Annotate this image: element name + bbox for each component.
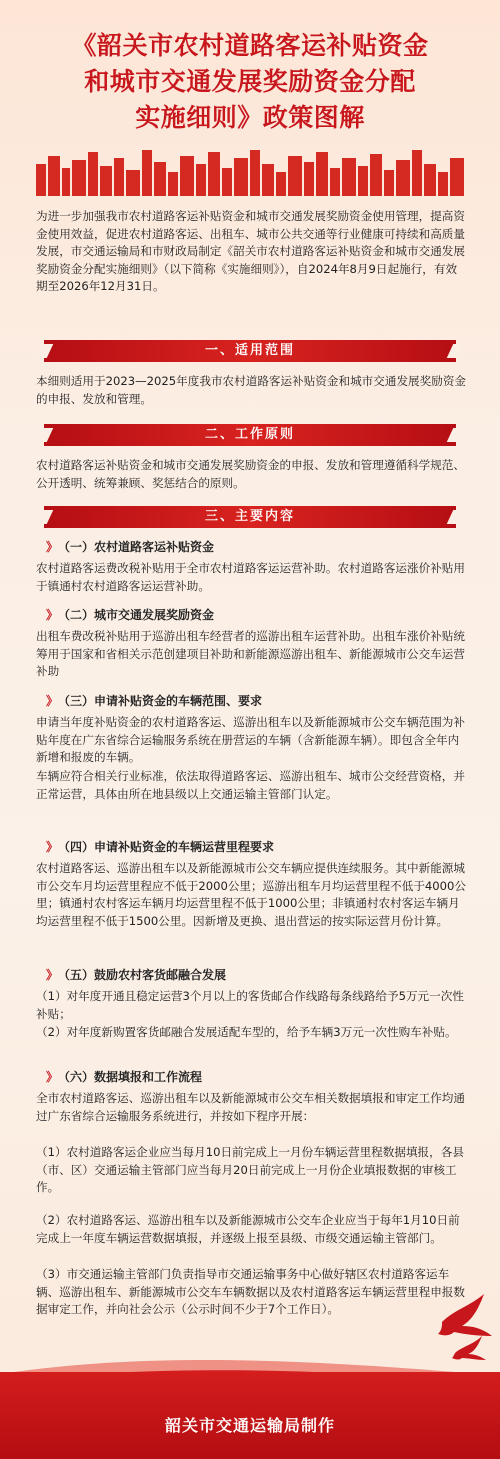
item-1-heading: 》 （一）农村道路客运补贴资金 xyxy=(46,540,215,554)
item-1-body: 农村道路客运费改税补贴用于全市农村道路客运运营补助。农村道路客运涨价补贴用于镇通村农村道路客运运营补助。 xyxy=(36,561,465,593)
chevron-right-icon: 》 xyxy=(46,840,59,854)
item-4-heading: 》 （四）申请补贴资金的车辆运营里程要求 xyxy=(46,840,275,854)
section-scope-header: 一、适用范围 xyxy=(44,340,456,362)
item-6-body-3: （2）农村道路客运、巡游出租车以及新能源城市公交车企业应当于每年1月10日前完成上一年度车辆运营数据填报，并逐级上报至县级、市级交通运输主管部门。 xyxy=(36,1213,460,1245)
chevron-right-icon: 》 xyxy=(46,1070,59,1084)
item-4-body: 农村道路客运、巡游出租车以及新能源城市公交车辆应提供连续服务。其中新能源城市公交车月均运营里程应不低于2000公里；巡游出租车月均运营里程不低于4000公里；镇通村农村客运车辆月均运营里程不低于1000公里；非镇通村农村客运车辆月均运营里程不低于1500公里。因新增及更换、退出营运的按实际运营月份计算。 xyxy=(36,861,467,928)
chevron-right-icon: 》 xyxy=(46,608,59,622)
footer-credit: 韶关市交通运输局制作 xyxy=(164,1416,335,1435)
section-principles-body: 农村道路客运补贴资金和城市交通发展奖励资金的申报、发放和管理遵循科学规范、公开透明、统筹兼顾、奖惩结合的原则。 xyxy=(36,458,465,490)
item-6-body-4: （3）市交通运输主管部门负责指导市交通运输事务中心做好辖区农村道路客运车辆、巡游出租车、新能源城市公交车车辆数据以及农村道路客运车辆运营里程申报数据审定工作，并向社会公示（公示时间不少于7个工作日）。 xyxy=(36,1267,465,1317)
chevron-right-icon: 》 xyxy=(46,694,59,708)
item-6-body-1: 全市农村道路客运、巡游出租车以及新能源城市公交车相关数据填报和审定工作均通过广东省综合运输服务系统进行，并按如下程序开展： xyxy=(36,1091,465,1123)
item-2-body: 出租车费改税补贴用于巡游出租车经营者的巡游出租车运营补助。出租车涨价补贴统筹用于国家和省相关示范创建项目补助和新能源巡游出租车、新能源城市公交车运营补助 xyxy=(36,629,465,679)
section-scope-body: 本细则适用于2023—2025年度我市农村道路客运补贴资金和城市交通发展奖励资金的申报、发放和管理。 xyxy=(36,374,467,406)
page-title xyxy=(0,28,500,136)
title-line-2: 和城市交通发展奖励资金分配 xyxy=(84,67,416,96)
item-3-body-2: 车辆应符合相关行业标准，依法取得道路客运、巡游出租车、城市公交经营资格，并正常运营，具体由所在地县级以上交通运输主管部门认定。 xyxy=(36,769,465,801)
item-6-heading: 》 （六）数据填报和工作流程 xyxy=(46,1070,203,1084)
city-skyline-graphic xyxy=(36,150,464,196)
intro-paragraph: 为进一步加强我市农村道路客运补贴资金和城市交通发展奖励资金使用管理，提高资金使用效益，促进农村道路客运、出租车、城市公共交通等行业健康可持续和高质量发展，市交通运输局和市财政局制定《韶关市农村道路客运补贴资金和城市交通发展奖励资金分配实施细则》（以下简称《实施细则》），自2024年8月9日起施行，有效期至2026年12月31日。 xyxy=(36,209,465,294)
title-line-1: 《韶关市农村道路客运补贴资金 xyxy=(71,31,429,60)
item-6-body-2: （1）农村道路客运企业应当每月10日前完成上一月份车辆运营里程数据填报，各县（市、区）交通运输主管部门应当每月20日前完成上一月份企业填报数据的审核工作。 xyxy=(36,1145,464,1195)
item-5-heading: 》 （五）鼓励农村客货邮融合发展 xyxy=(46,968,227,982)
item-5-body-1: （1）对年度开通且稳定运营3个月以上的客货邮合作线路每条线路给予5万元一次性补贴； xyxy=(36,989,464,1021)
item-5-body-2: （2）对年度新购置客货邮融合发展适配车型的，给予车辆3万元一次性购车补贴。 xyxy=(36,1025,457,1039)
section-principles-header: 二、工作原则 xyxy=(44,424,456,446)
title-line-3: 实施细则》政策图解 xyxy=(135,103,365,132)
item-3-body-1: 申请当年度补贴资金的农村道路客运、巡游出租车以及新能源城市公交车辆范围为补贴年度在广东省综合运输服务系统在册营运的车辆（含新能源车辆）。即包含全年内新增和报废的车辆。 xyxy=(36,715,465,765)
item-2-heading: 》 （二）城市交通发展奖励资金 xyxy=(46,608,215,622)
item-3-heading: 》 （三）申请补贴资金的车辆范围、要求 xyxy=(46,694,263,708)
section-content-header: 三、主要内容 xyxy=(44,506,456,528)
chevron-right-icon: 》 xyxy=(46,540,59,554)
chevron-right-icon: 》 xyxy=(46,968,59,982)
